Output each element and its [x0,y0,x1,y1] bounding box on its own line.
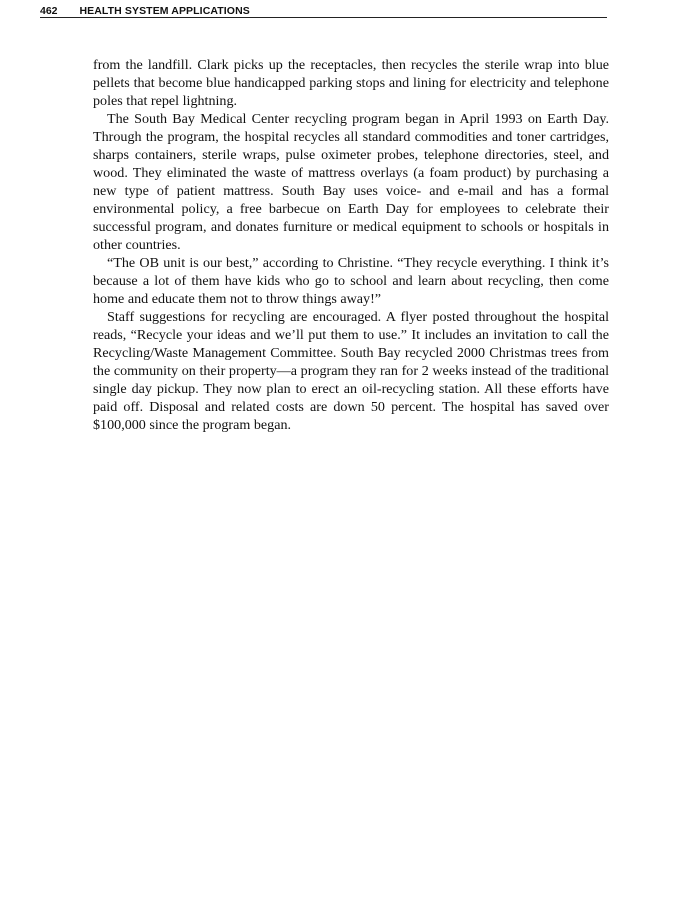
body-text [93,56,609,434]
section-title: HEALTH SYSTEM APPLICATIONS [79,5,250,17]
paragraph-ob-unit-quote: “The OB unit is our best,” according to Christine. “They recycle everything. I think it’s because a lot of them have kids who go to school and learn about recycling, then come home and educate them not to throw things away!” [93,255,609,307]
paragraph-staff-suggestions: Staff suggestions for recycling are encouraged. A flyer posted throughout the hospital reads, “Recycle your ideas and we’ll put them to use.” It includes an invitation to call the Recycling/Waste Management Committee. South Bay recycled 2000 Christmas trees from the community on their property—a program they ran for 2 weeks instead of the traditional single day pickup. They now plan to erect an oil-recycling station. All these efforts have paid off. Disposal and related costs are down 50 percent. The hospital has saved over $100,000 since the program began. [93,309,609,433]
running-header [40,5,607,18]
page-number: 462 [40,5,58,17]
paragraph-program-history: The South Bay Medical Center recycling program began in April 1993 on Earth Day. Through the program, the hospital recycles all standard commodities and toner cartridges, sharps containers, sterile wraps, pulse oximeter probes, telephone directories, steel, and wood. They eliminated the waste of mattress overlays (a foam product) by purchasing a new type of patient mattress. South Bay uses voice- and e-mail and has a formal environmental policy, a free barbecue on Earth Day for employees to celebrate their successful program, and donates furniture or medical equipment to schools or hospitals in other countries. [93,111,609,253]
paragraph-continuation: from the landfill. Clark picks up the receptacles, then recycles the sterile wrap into blue pellets that become blue handicapped parking stops and lining for electricity and telephone poles that repel lightning. [93,57,609,109]
